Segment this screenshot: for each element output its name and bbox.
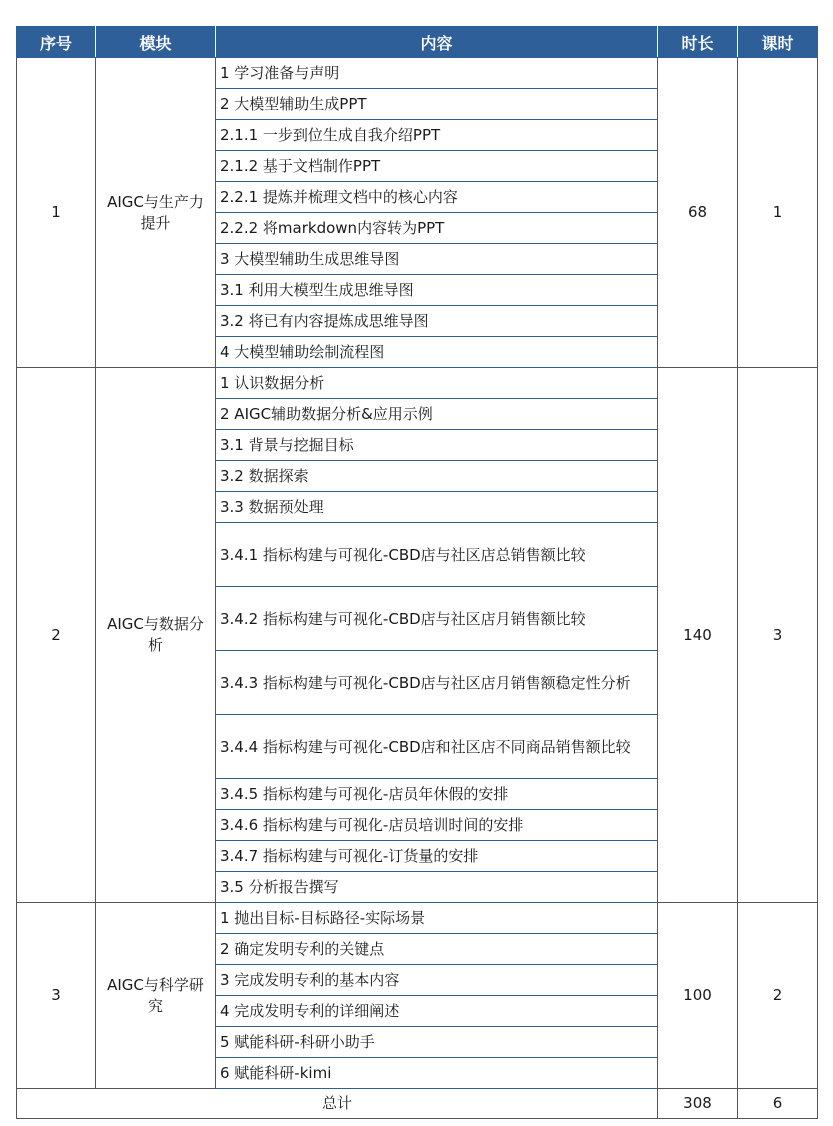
content-item: 2.1.2 基于文档制作PPT: [216, 151, 658, 182]
content-item: 3.3 数据预处理: [216, 492, 658, 523]
content-item: 2 AIGC辅助数据分析&应用示例: [216, 399, 658, 430]
header-duration: 时长: [658, 27, 738, 58]
content-item: 1 抛出目标-目标路径-实际场景: [216, 903, 658, 934]
module-name-cell: AIGC与生产力提升: [96, 58, 216, 368]
module-index-cell: 2: [17, 368, 96, 903]
table-body: [17, 58, 818, 1119]
header-module: 模块: [96, 27, 216, 58]
content-item: 3.4.5 指标构建与可视化-店员年休假的安排: [216, 779, 658, 810]
table-row: [17, 903, 818, 934]
duration-cell: 140: [658, 368, 738, 903]
duration-cell: 68: [658, 58, 738, 368]
content-item: 1 认识数据分析: [216, 368, 658, 399]
header-row: [17, 27, 818, 58]
content-item: 2 大模型辅助生成PPT: [216, 89, 658, 120]
hours-cell: 2: [738, 903, 818, 1089]
content-item: 6 赋能科研-kimi: [216, 1058, 658, 1089]
course-table: [16, 26, 818, 1119]
content-item: 3.2 数据探索: [216, 461, 658, 492]
content-item: 3.4.3 指标构建与可视化-CBD店与社区店月销售额稳定性分析: [216, 651, 658, 715]
content-item: 3.4.1 指标构建与可视化-CBD店与社区店总销售额比较: [216, 523, 658, 587]
module-name-cell: AIGC与科学研究: [96, 903, 216, 1089]
content-item: 3.4.2 指标构建与可视化-CBD店与社区店月销售额比较: [216, 587, 658, 651]
content-item: 3.5 分析报告撰写: [216, 872, 658, 903]
content-item: 4 大模型辅助绘制流程图: [216, 337, 658, 368]
table-row: [17, 58, 818, 89]
total-label: 总计: [17, 1089, 658, 1119]
header-index: 序号: [17, 27, 96, 58]
content-item: 3.4.6 指标构建与可视化-店员培训时间的安排: [216, 810, 658, 841]
header-hours: 课时: [738, 27, 818, 58]
content-item: 3.4.4 指标构建与可视化-CBD店和社区店不同商品销售额比较: [216, 715, 658, 779]
content-item: 1 学习准备与声明: [216, 58, 658, 89]
hours-cell: 3: [738, 368, 818, 903]
total-row: [17, 1089, 818, 1119]
module-index-cell: 1: [17, 58, 96, 368]
content-item: 2 确定发明专利的关键点: [216, 934, 658, 965]
content-item: 4 完成发明专利的详细阐述: [216, 996, 658, 1027]
content-item: 3.4.7 指标构建与可视化-订货量的安排: [216, 841, 658, 872]
hours-cell: 1: [738, 58, 818, 368]
content-item: 2.2.2 将markdown内容转为PPT: [216, 213, 658, 244]
table-row: [17, 368, 818, 399]
content-item: 2.1.1 一步到位生成自我介绍PPT: [216, 120, 658, 151]
header-content: 内容: [216, 27, 658, 58]
content-item: 3 大模型辅助生成思维导图: [216, 244, 658, 275]
content-item: 3.2 将已有内容提炼成思维导图: [216, 306, 658, 337]
module-index-cell: 3: [17, 903, 96, 1089]
content-item: 5 赋能科研-科研小助手: [216, 1027, 658, 1058]
module-name-cell: AIGC与数据分析: [96, 368, 216, 903]
content-item: 3.1 利用大模型生成思维导图: [216, 275, 658, 306]
content-item: 2.2.1 提炼并梳理文档中的核心内容: [216, 182, 658, 213]
duration-cell: 100: [658, 903, 738, 1089]
content-item: 3.1 背景与挖掘目标: [216, 430, 658, 461]
total-hours: 6: [738, 1089, 818, 1119]
total-duration: 308: [658, 1089, 738, 1119]
content-item: 3 完成发明专利的基本内容: [216, 965, 658, 996]
